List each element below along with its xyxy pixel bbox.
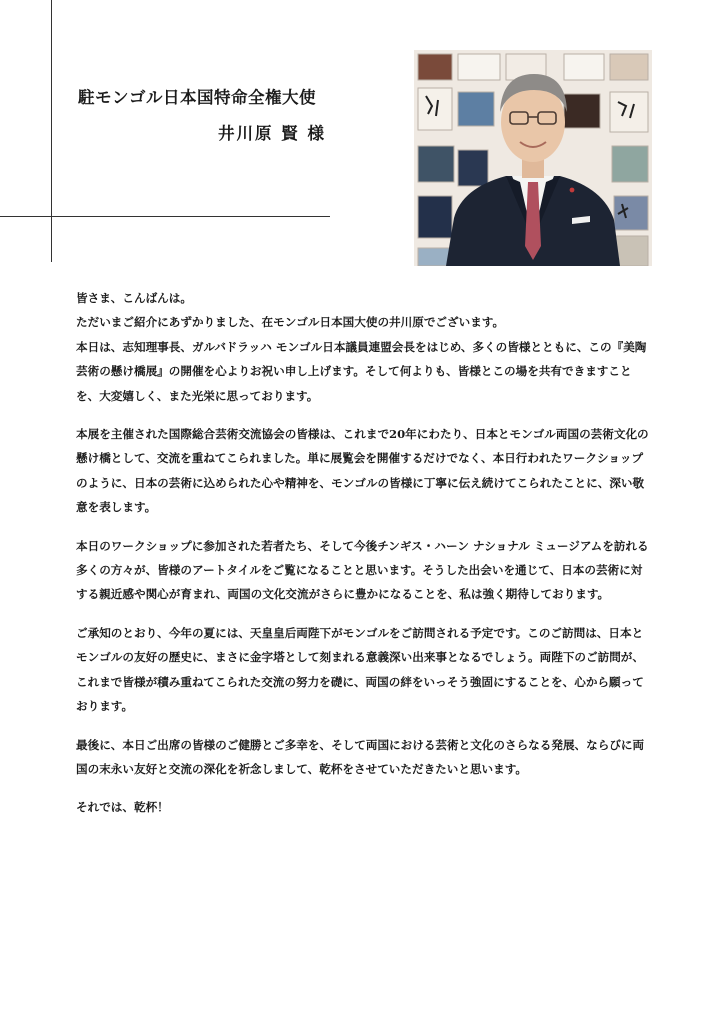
paragraph-workshop: 本日のワークショップに参加された若者たち、そして今後チンギス・ハーン ナショナル ミュージアムを訪れる多くの方々が、皆様のアートタイルをご覧になることと思います。そうした出会いを通じて、日本の芸術に対する親近感や関心が育まれ、両国の文化交流がさらに豊かになることを、私は強く期待しております。	[76, 538, 649, 602]
speech-body	[76, 286, 652, 834]
paragraph-opening: 本日は、志知理事長、ガルバドラッハ モンゴル日本議員連盟会長をはじめ、多くの皆様とともに、この『美陶 芸術の懸け橋展』の開催を心よりお祝い申し上げます。そして何よりも、皆様とこの場を共有できますことを、大変嬉しく、また光栄に思っております。	[76, 339, 647, 403]
speaker-name: 井川原 賢 様	[218, 124, 326, 143]
corner-vertical-rule	[51, 0, 52, 262]
greeting-line: 皆さま、こんばんは。	[76, 291, 192, 305]
introduction-line: ただいまご紹介にあずかりました、在モンゴル日本国大使の井川原でございます。	[76, 315, 505, 330]
paragraph-toast: 最後に、本日ご出席の皆様のご健勝とご多幸を、そして両国における芸術と文化のさらなる発展、ならびに両国の末永い友好と交流の深化を祈念しまして、乾杯をさせていただきたいと思います。	[76, 737, 645, 776]
closing-line: それでは、乾杯！	[76, 800, 169, 815]
corner-horizontal-rule	[0, 216, 330, 217]
portrait-illustration	[414, 50, 652, 266]
speaker-heading	[78, 84, 338, 144]
ambassador-portrait-icon	[414, 50, 652, 266]
speaker-title: 駐モンゴル日本国特命全権大使	[78, 88, 316, 107]
paragraph-association: 本展を主催された国際総合芸術交流協会の皆様は、これまで20年にわたり、日本とモンゴル両国の芸術文化の懸け橋として、交流を重ねてこられました。単に展覧会を開催するだけでなく、本日行われたワークショップのように、日本の芸術に込められた心や精神を、モンゴルの皆様に丁寧に伝え続けてこられたことに、深い敬意を表します。	[76, 427, 649, 515]
paragraph-royal-visit: ご承知のとおり、今年の夏には、天皇皇后両陛下がモンゴルをご訪問される予定です。このご訪問は、日本とモンゴルの友好の歴史に、まさに金字塔として刻まれる意義深い出来事となるでしょう。両陛下のご訪問が、これまで皆様が積み重ねてこられた交流の努力を礎に、両国の絆をいっそう強固にすることを、心から願っております。	[76, 625, 644, 714]
